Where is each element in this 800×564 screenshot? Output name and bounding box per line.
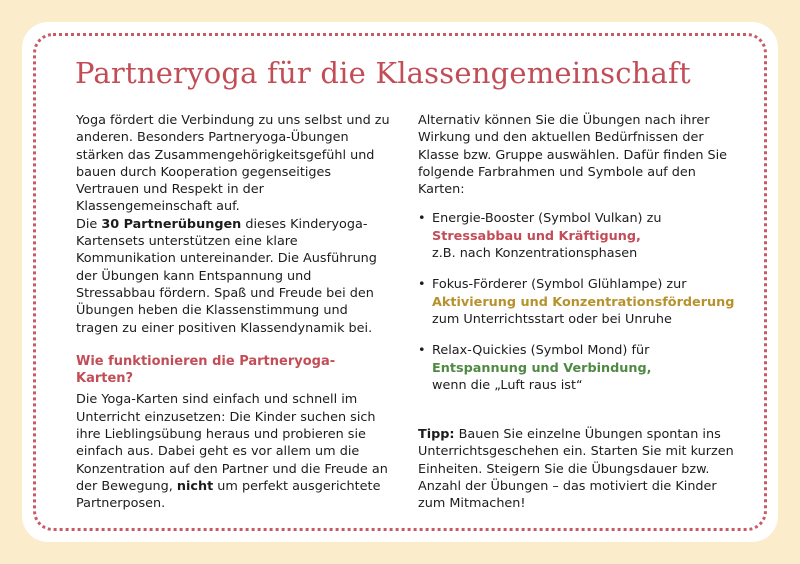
exercises-paragraph: [76, 216, 392, 337]
item-note: zum Unterrichtsstart oder bei Unruhe: [432, 311, 672, 327]
how-it-works-post: um perfekt ausgerichtete Partnerposen.: [76, 478, 381, 512]
alternative-paragraph: Alternativ können Sie die Übungen nach ihrer Wirkung und den aktuellen Bedürfnissen der Klasse bzw. Gruppe auswählen. Dafür finden Sie folgende Farbrahmen und Symbole auf den Karten:: [418, 113, 728, 198]
exercises-paragraph-post: dieses Kinderyoga-Kartensets unterstützen eine klare Kommunikation untereinander. Die Ausführung der Übungen kann Entspannung und Stressabbau fördern. Spaß und Freude bei den Übungen heben die Klassenstimmung und tragen zu einer positiven Klassendynamik bei.: [76, 216, 377, 336]
tip-text: Bauen Sie einzelne Übungen spontan ins Unterrichtsgeschehen ein. Starten Sie mit kurzen Einheiten. Steigern Sie die Übungsdauer bzw. Anzahl der Übungen – das motiviert die Kinder zum Mitmachen!: [418, 427, 734, 512]
bullet-icon: •: [418, 343, 426, 359]
item-label: Relax-Quickies (Symbol Mond) für: [432, 343, 650, 359]
list-item-relax-quickies: [418, 342, 744, 394]
item-highlight-green: Entspannung und Verbindung,: [432, 360, 652, 376]
left-column: [76, 112, 392, 513]
item-highlight-red: Stressabbau und Kräftigung,: [432, 228, 641, 244]
item-note: z.B. nach Konzentrationsphasen: [432, 246, 638, 262]
item-note: wenn die „Luft raus ist“: [432, 377, 583, 393]
how-it-works-pre: Die Yoga-Karten sind einfach und schnell im Unterricht einzusetzen: Die Kinder suchen sich ihre Lieblingsübung heraus und probieren sie einfach aus. Dabei geht es vor allem um die Konzentration auf den Partner und die Freude an der Bewegung,: [76, 392, 388, 494]
list-item-energie-booster: [418, 210, 744, 262]
item-label: Energie-Booster (Symbol Vulkan) zu: [432, 211, 662, 227]
category-list: [418, 210, 744, 394]
bullet-icon: •: [418, 211, 426, 227]
bullet-icon: •: [418, 277, 426, 293]
exercise-count: 30 Partnerübungen: [101, 216, 242, 232]
how-it-works-heading: Wie funktionieren die Partneryoga-Karten?: [76, 353, 336, 387]
tip-label: Tipp:: [418, 427, 455, 443]
tip-paragraph: [418, 426, 744, 512]
item-highlight-gold: Aktivierung und Konzentrationsförderung: [432, 294, 735, 310]
list-item-fokus-foerderer: [418, 276, 744, 328]
exercises-paragraph-pre: Die: [76, 216, 102, 232]
how-it-works-bold: nicht: [176, 478, 214, 494]
item-label: Fokus-Förderer (Symbol Glühlampe) zur: [432, 277, 687, 293]
how-it-works-paragraph: [76, 391, 392, 512]
right-column: [418, 112, 744, 513]
page-title: Partneryoga für die Klassengemeinschaft: [75, 56, 691, 90]
intro-paragraph: Yoga fördert die Verbindung zu uns selbst und zu anderen. Besonders Partneryoga-Übungen stärken das Zusammengehörigkeitsgefühl und bauen durch Kooperation gegenseitiges Vertrauen und Respekt in der Klassengemeinschaft auf.: [76, 113, 390, 215]
